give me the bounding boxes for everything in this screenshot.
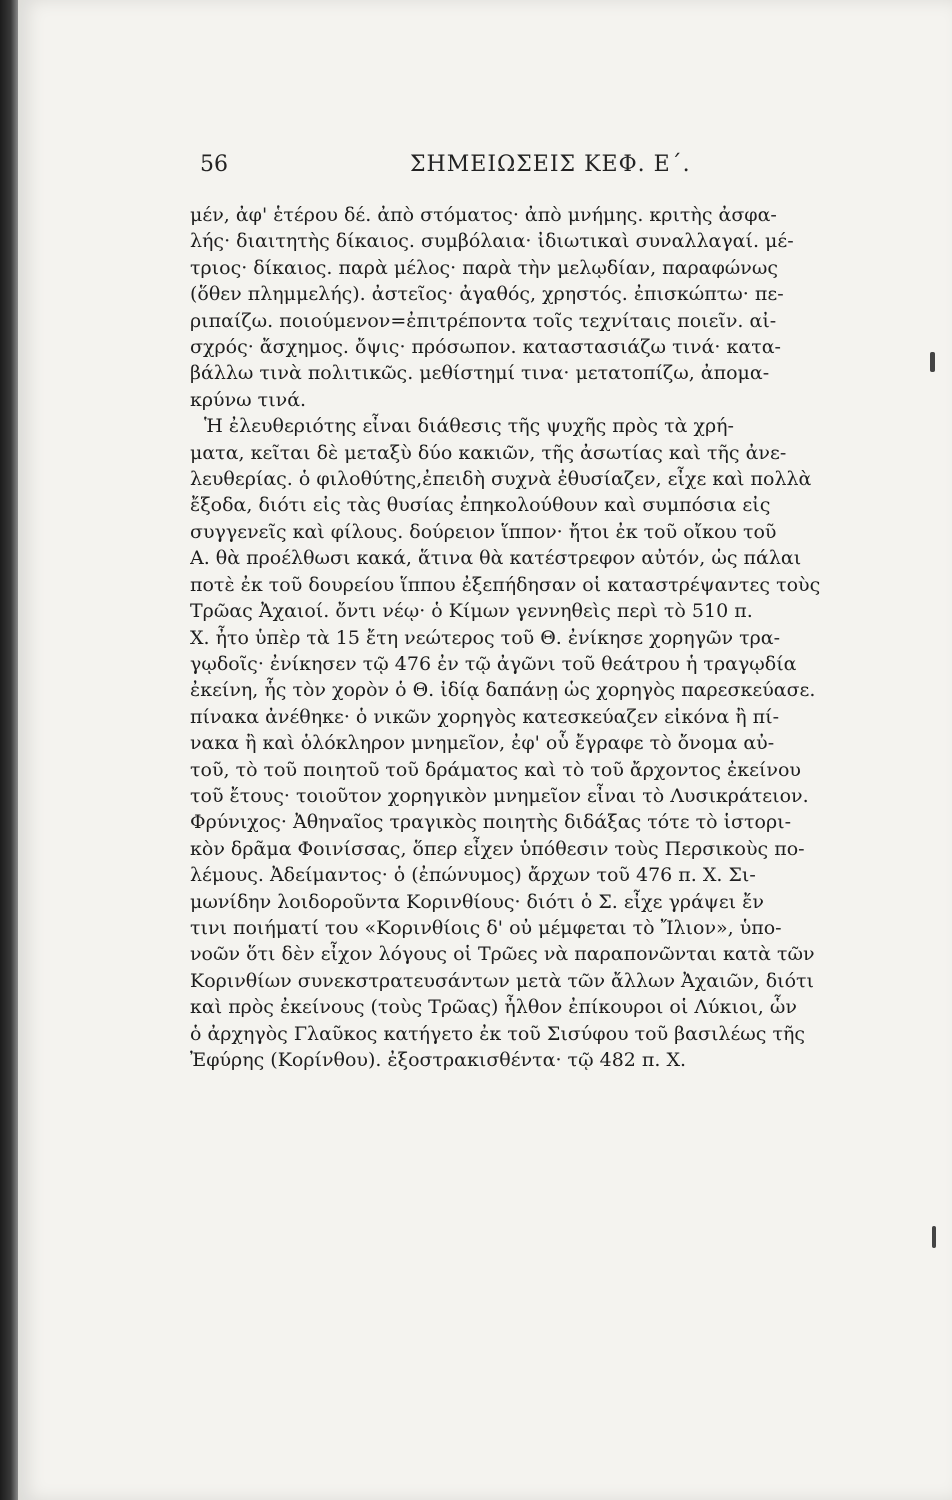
text-line: ὁ ἀρχηγὸς Γλαῦκος κατήγετο ἐκ τοῦ Σισύφου τοῦ βασιλέως τῆς [190, 1022, 805, 1045]
text-line: Α. θὰ προέλθωσι κακά, ἅτινα θὰ κατέστρεφον αὐτόν, ὡς πάλαι [190, 547, 802, 570]
text-line: Ἐφύρης (Κορίνθου). ἐξοστρακισθέντα· τῷ 482 π. Χ. [190, 1049, 687, 1071]
page-number: 56 [200, 152, 228, 177]
text-line: καὶ πρὸς ἐκείνους (τοὺς Τρῶας) ἦλθον ἐπίκουροι οἱ Λύκιοι, ὧν [190, 996, 797, 1019]
text-line: τοῦ ἔτους· τοιοῦτον χορηγικὸν μνημεῖον εἶναι τὸ Λυσικράτειον. [190, 784, 809, 807]
text-line: βάλλω τινὰ πολιτικῶς. μεθίστημί τινα· μετατοπίζω, ἀπομα- [190, 362, 770, 385]
text-line: νακα ἢ καὶ ὁλόκληρον μνημεῖον, ἐφ' οὗ ἔγραφε τὸ ὄνομα αὐ- [190, 732, 775, 755]
scan-left-edge [0, 0, 18, 1500]
text-line: ποτὲ ἐκ τοῦ δουρείου ἵππου ἐξεπήδησαν οἱ καταστρέψαντες τοὺς [190, 573, 821, 596]
page-header [18, 152, 952, 192]
running-head: ΣΗΜΕΙΩΣΕΙΣ ΚΕΦ. Ε΄. [410, 152, 691, 177]
text-line: σχρός· ἄσχημος. ὄψις· πρόσωπον. καταστασιάζω τινά· κατα- [190, 336, 781, 359]
text-line: ματα, κεῖται δὲ μεταξὺ δύο κακιῶν, τῆς ἀσωτίας καὶ τῆς ἀνε- [190, 441, 787, 464]
text-line: ἔξοδα, διότι εἰς τὰς θυσίας ἐπηκολούθουν καὶ συμπόσια εἰς [190, 494, 771, 517]
text-line: λής· διαιτητὴς δίκαιος. συμβόλαια· ἰδιωτικαὶ συναλλαγαί. μέ- [190, 230, 794, 253]
text-line: τοῦ, τὸ τοῦ ποιητοῦ τοῦ δράματος καὶ τὸ τοῦ ἄρχοντος ἐκείνου [190, 758, 801, 781]
text-line: Ἡ ἐλευθεριότης εἶναι διάθεσις τῆς ψυχῆς πρὸς τὰ χρή- [204, 415, 734, 438]
scan-mark [932, 1226, 936, 1248]
text-line: τριος· δίκαιος. παρὰ μέλος· παρὰ τὴν μελῳδίαν, παραφώνως [190, 256, 778, 279]
text-line: Κορινθίων συνεκστρατευσάντων μετὰ τῶν ἄλλων Ἀχαιῶν, διότι [190, 969, 814, 992]
text-line: νοῶν ὅτι δὲν εἶχον λόγους οἱ Τρῶες νὰ παραπονῶνται κατὰ τῶν [190, 943, 815, 966]
body-text [190, 202, 902, 1073]
text-line: συγγενεῖς καὶ φίλους. δούρειον ἵππον· ἤτοι ἐκ τοῦ οἴκου τοῦ [190, 520, 777, 543]
text-line: (ὅθεν πλημμελής). ἀστεῖος· ἀγαθός, χρηστός. ἐπισκώπτω· πε- [190, 283, 784, 306]
text-line: ριπαίζω. ποιούμενον=ἐπιτρέποντα τοῖς τεχνίταις ποιεῖν. αἰ- [190, 309, 777, 332]
text-line: τινι ποιήματί του «Κορινθίοις δ' οὐ μέμφεται τὸ Ἴλιον», ὑπο- [190, 916, 782, 939]
text-line: λέμους. Ἀδείμαντος· ὁ (ἐπώνυμος) ἄρχων τοῦ 476 π. Χ. Σι- [190, 864, 756, 887]
text-line: ἐκείνη, ἧς τὸν χορὸν ὁ Θ. ἰδίᾳ δαπάνῃ ὡς χορηγὸς παρεσκεύασε. [190, 679, 816, 702]
text-line: πίνακα ἀνέθηκε· ὁ νικῶν χορηγὸς κατεσκεύαζεν εἰκόνα ἢ πί- [190, 705, 779, 728]
text-line: κὸν δρᾶμα Φοινίσσας, ὅπερ εἶχεν ὑπόθεσιν τοὺς Περσικοὺς πο- [190, 837, 805, 860]
text-line: μωνίδην λοιδοροῦντα Κορινθίους· διότι ὁ Σ. εἶχε γράψει ἔν [190, 890, 764, 913]
text-line: μέν, ἀφ' ἑτέρου δέ. ἀπὸ στόματος· ἀπὸ μνήμης. κριτὴς ἀσφα- [190, 204, 777, 226]
text-line: κρύνω τινά. [190, 388, 307, 411]
text-line: Τρῶας Ἀχαιοί. ὄντι νέῳ· ὁ Κίμων γεννηθεὶς περὶ τὸ 510 π. [190, 600, 753, 623]
text-line: Χ. ἦτο ὑπὲρ τὰ 15 ἔτη νεώτερος τοῦ Θ. ἐνίκησε χορηγῶν τρα- [190, 626, 781, 649]
text-line: Φρύνιχος· Ἀθηναῖος τραγικὸς ποιητὴς διδάξας τότε τὸ ἱστορι- [190, 811, 791, 834]
text-line: λευθερίας. ὁ φιλοθύτης,ἐπειδὴ συχνὰ ἐθυσίαζεν, εἶχε καὶ πολλὰ [190, 468, 812, 491]
book-page [18, 0, 952, 1500]
text-line: γῳδοῖς· ἐνίκησεν τῷ 476 ἐν τῷ ἀγῶνι τοῦ θεάτρου ἡ τραγῳδία [190, 652, 797, 675]
scan-mark [930, 352, 935, 372]
